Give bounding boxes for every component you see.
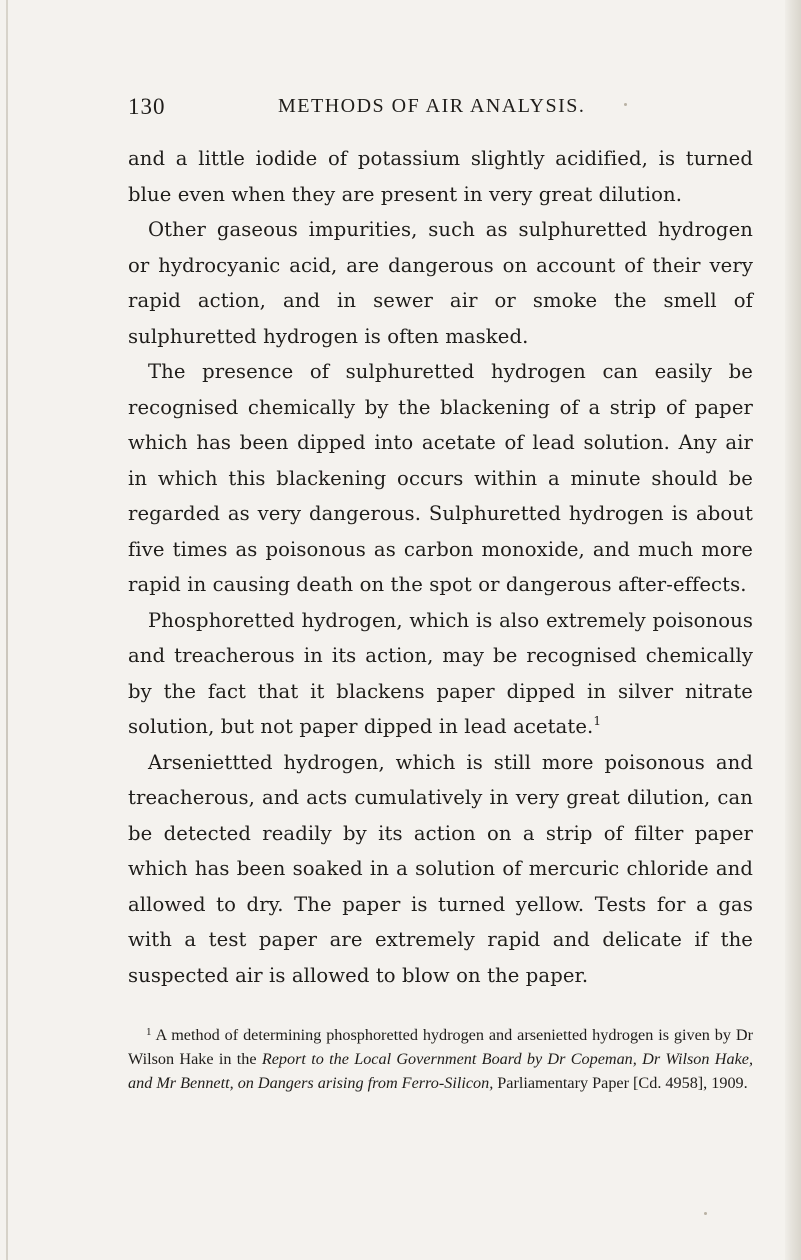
footnote-citation: Report to the Local Government Board by Dr Copeman, Dr Wilson Hake, and Mr Bennett, on Dangers arising from Ferro-Silicon, (128, 1050, 753, 1092)
footnote-reference[interactable]: 1 (593, 714, 602, 728)
page-right-edge (785, 0, 801, 1260)
footnote (128, 1023, 753, 1095)
footnote-mark: 1 (146, 1026, 152, 1038)
footnote-text-b: Parliamentary Paper [Cd. 4958], 1909. (497, 1074, 748, 1092)
page-header (128, 94, 748, 124)
page-number: 130 (128, 94, 166, 119)
paper-speck (624, 103, 627, 106)
paragraph-4-text: Phosphoretted hydrogen, which is also extremely poisonous and treacherous in its action, may be recognised chemically by the fact that it blackens paper dipped in silver nitrate solution, but not paper dipped in lead acetate. (128, 608, 753, 738)
running-head: METHODS OF AIR ANALYSIS. (278, 95, 586, 117)
page-left-edge (6, 0, 8, 1260)
paragraph-2: Other gaseous impurities, such as sulphuretted hydrogen or hydrocyanic acid, are dangerous on account of their very rapid action, and in sewer air or smoke the smell of sulphuretted hydrogen is often masked. (128, 218, 753, 348)
paragraph-3: The presence of sulphuretted hydrogen can easily be recognised chemically by the blackening of a strip of paper which has been dipped into acetate of lead solution. Any air in which this blackening occurs within a minute should be regarded as very dangerous. Sulphuretted hydrogen is about five times as poisonous as carbon monoxide, and much more rapid in causing death on the spot or dangerous after-effects. (128, 360, 753, 596)
footnote-paragraph (128, 1023, 753, 1095)
footnote-text-a: A method of determining phosphoretted hydrogen and arsenietted hydrogen is given by Dr Wilson Hake in the (128, 1026, 753, 1068)
paragraph-1: and a little iodide of potassium slightly acidified, is turned blue even when they are present in very great dilution. (128, 147, 753, 206)
paragraph-5: Arseniettted hydrogen, which is still more poisonous and treacherous, and acts cumulatively in very great dilution, can be detected readily by its action on a strip of filter paper which has been soaked in a solution of mercuric chloride and allowed to dry. The paper is turned yellow. Tests for a gas with a test paper are extremely rapid and delicate if the suspected air is allowed to blow on the paper. (128, 750, 753, 987)
paper-speck (704, 1212, 707, 1215)
body-text (128, 141, 753, 993)
paragraph-4 (128, 603, 753, 745)
